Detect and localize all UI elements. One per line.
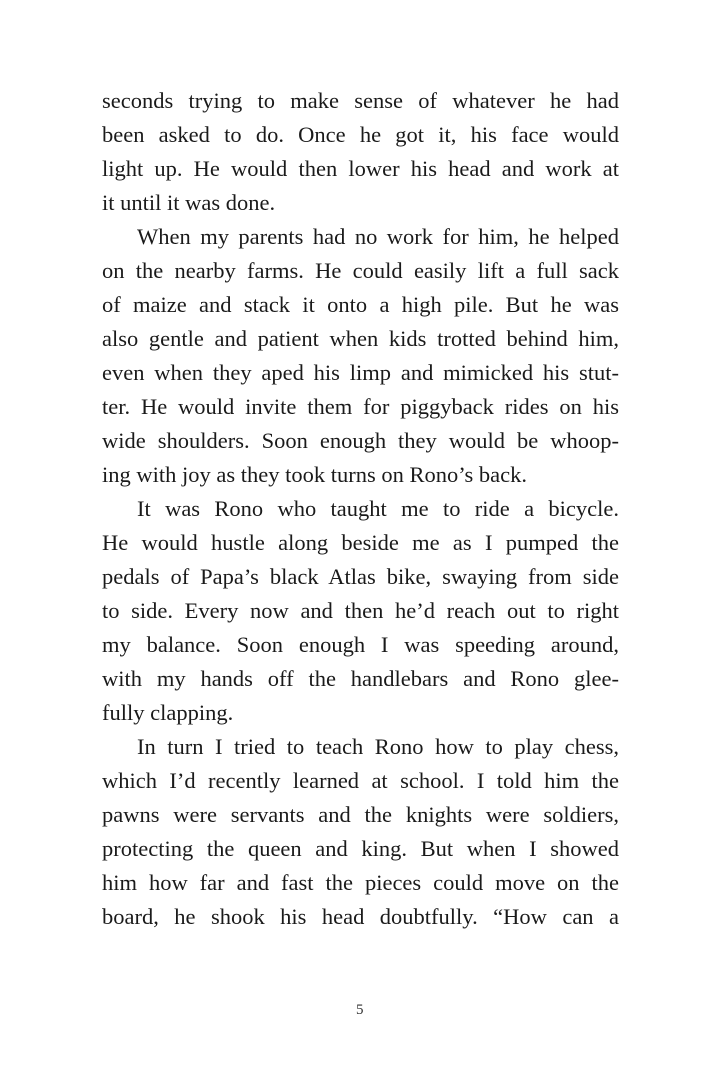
text-line: ter. He would invite them for piggyback rides on his [102,394,619,419]
text-line: to side. Every now and then he’d reach out to right [102,598,619,623]
text-line: my balance. Soon enough I was speeding around, [102,632,619,657]
text-line: which I’d recently learned at school. I told him the [102,768,619,793]
text-line: When my parents had no work for him, he helped [137,224,619,249]
text-line: It was Rono who taught me to ride a bicycle. [137,496,619,521]
text-line: with my hands off the handlebars and Rono glee- [102,666,619,691]
paragraph-3 [102,492,619,730]
text-line: pawns were servants and the knights were soldiers, [102,802,619,827]
page-number: 5 [356,1002,364,1018]
paragraph-4 [102,730,619,934]
text-line: pedals of Papa’s black Atlas bike, swaying from side [102,564,619,589]
text-line: of maize and stack it onto a high pile. But he was [102,292,619,317]
text-line: on the nearby farms. He could easily lift a full sack [102,258,619,283]
text-line: In turn I tried to teach Rono how to play chess, [137,734,619,759]
text-line: him how far and fast the pieces could move on the [102,870,619,895]
text-line: He would hustle along beside me as I pumped the [102,530,619,555]
text-line: wide shoulders. Soon enough they would be whoop- [102,428,619,453]
text-line: it until it was done. [102,190,276,215]
paragraph-2 [102,220,619,492]
text-line: also gentle and patient when kids trotted behind him, [102,326,619,351]
text-line: even when they aped his limp and mimicked his stut- [102,360,619,385]
text-line: protecting the queen and king. But when I showed [102,836,619,861]
text-line: been asked to do. Once he got it, his face would [102,122,619,147]
text-line: ing with joy as they took turns on Rono’s back. [102,462,527,487]
text-line: fully clapping. [102,700,234,725]
text-line: light up. He would then lower his head and work at [102,156,619,181]
page-body [102,84,619,934]
text-line: seconds trying to make sense of whatever he had [102,88,619,113]
paragraph-1 [102,84,619,220]
text-line: board, he shook his head doubtfully. “How can a [102,904,619,929]
